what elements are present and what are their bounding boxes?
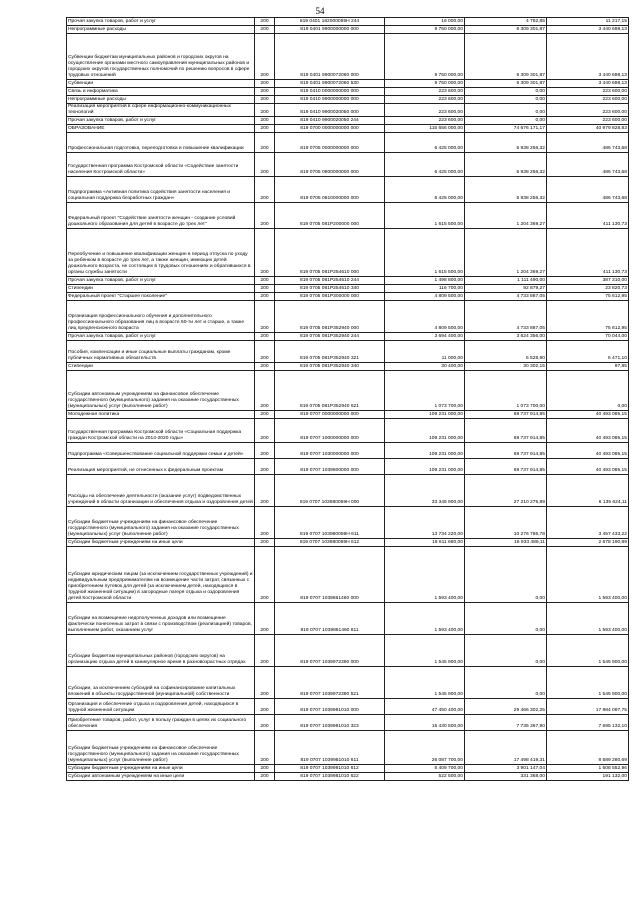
budget-classification-cell: 819 0707 0000000000 000 [275,411,385,419]
unexecuted-amount-cell: 0,00 [547,371,629,411]
table-row [67,117,629,125]
unexecuted-amount-cell: 1 508 552,96 [547,765,629,773]
expense-name-cell: Реализация мероприятий, не отнесенных к федеральным проектам [67,459,255,475]
executed-amount-cell: 1 073 700,00 [465,371,547,411]
executed-amount-cell: 5 938 256,32 [465,153,547,177]
executed-amount-cell: 4 782,85 [465,18,547,26]
unexecuted-amount-cell: 40 493 085,15 [547,419,629,443]
executed-amount-cell: 68 737 914,85 [465,443,547,459]
line-code-cell: 200 [255,88,275,96]
approved-amount-cell: 19 611 680,00 [385,539,465,547]
approved-amount-cell: 109 231 000,00 [385,419,465,443]
approved-amount-cell: 11 000,00 [385,341,465,363]
unexecuted-amount-cell: 387 310,00 [547,277,629,285]
table-row [67,153,629,177]
approved-amount-cell: 30 400,00 [385,363,465,371]
executed-amount-cell: 0,00 [465,667,547,699]
approved-amount-cell: 6 425 000,00 [385,153,465,177]
table-row [67,715,629,731]
line-code-cell: 200 [255,18,275,26]
table-row [67,371,629,411]
line-code-cell: 200 [255,203,275,229]
expense-name-cell: Связь и информатика [67,88,255,96]
line-code-cell: 200 [255,104,275,117]
budget-classification-cell: 819 0705 081P254610 244 [275,277,385,285]
budget-classification-cell: 819 0707 1039981010 000 [275,699,385,715]
budget-classification-cell: 819 0707 1039981010 622 [275,773,385,781]
line-code-cell: 200 [255,715,275,731]
table-row [67,229,629,277]
line-code-cell: 200 [255,34,275,80]
approved-amount-cell: 522 500,00 [385,773,465,781]
budget-classification-cell: 819 0707 103980059Н 612 [275,539,385,547]
expense-name-cell: Государственная программа Костромской области «Социальная поддержка граждан Костромской области на 2014-2020 годы» [67,419,255,443]
expense-name-cell: Субсидии бюджетам муниципальных районов (городских округов) на организацию отдыха детей в каникулярное время в разновозрастных отрядах [67,635,255,667]
unexecuted-amount-cell: 1 593 400,00 [547,603,629,635]
budget-classification-cell: 819 0410 9900000000 000 [275,96,385,104]
unexecuted-amount-cell: 40 493 085,15 [547,411,629,419]
executed-amount-cell: 4 733 887,05 [465,293,547,301]
table-row [67,507,629,539]
approved-amount-cell: 5 409 700,00 [385,765,465,773]
unexecuted-amount-cell: 8 589 280,69 [547,731,629,765]
expense-name-cell: Субсидии бюджетным учреждениям на финансовое обеспечение государственного (муниципального) задания на оказание государственных (муниципальных) услуг (выполнение работ) [67,731,255,765]
executed-amount-cell: 0,00 [465,635,547,667]
budget-classification-cell: 819 0707 1000000000 000 [275,419,385,443]
executed-amount-cell: 74 676 171,17 [465,125,547,133]
line-code-cell: 200 [255,133,275,153]
executed-amount-cell: 4 733 887,05 [465,301,547,333]
unexecuted-amount-cell: 40 493 085,15 [547,459,629,475]
budget-classification-cell: 819 0410 0000000000 000 [275,88,385,96]
budget-classification-cell: 819 0700 0000000000 000 [275,125,385,133]
budget-classification-cell: 819 0707 103980059Н 611 [275,507,385,539]
expense-name-cell: Организация профессионального обучения и дополнительного профессионального образования лиц в возрасте 50-ти лет и старше, а также лиц предпенсионного возраста [67,301,255,333]
executed-amount-cell: 1 204 369,27 [465,229,547,277]
line-code-cell: 200 [255,475,275,507]
budget-classification-cell: 819 0707 1039800000 000 [275,459,385,475]
executed-amount-cell: 10 276 786,78 [465,507,547,539]
unexecuted-amount-cell: 223 600,00 [547,88,629,96]
approved-amount-cell: 223 600,00 [385,88,465,96]
expense-name-cell: Стипендии [67,285,255,293]
budget-classification-cell: 819 0705 081P352940 321 [275,341,385,363]
table-row [67,773,629,781]
approved-amount-cell: 15 430 500,00 [385,715,465,731]
executed-amount-cell: 68 737 914,85 [465,411,547,419]
executed-amount-cell: 6 309 301,87 [465,80,547,88]
line-code-cell: 200 [255,667,275,699]
executed-amount-cell: 3 624 356,00 [465,333,547,341]
table-row [67,333,629,341]
unexecuted-amount-cell: 191 132,00 [547,773,629,781]
line-code-cell: 200 [255,459,275,475]
line-code-cell: 200 [255,96,275,104]
approved-amount-cell: 223 600,00 [385,117,465,125]
budget-classification-cell: 819 0705 081P254610 340 [275,285,385,293]
table-row [67,363,629,371]
expense-name-cell: Субсидии бюджетным учреждениям на иные цели [67,765,255,773]
budget-classification-cell: 819 0707 1039981010 323 [275,715,385,731]
approved-amount-cell: 1 545 900,00 [385,667,465,699]
expense-name-cell: Прочая закупка товаров, работ и услуг [67,117,255,125]
unexecuted-amount-cell: 411 130,73 [547,229,629,277]
executed-amount-cell: 0,00 [465,96,547,104]
unexecuted-amount-cell: 223 600,00 [547,96,629,104]
line-code-cell: 200 [255,301,275,333]
budget-classification-cell: 819 0707 1030000000 000 [275,443,385,459]
budget-classification-cell: 819 0707 103980059Н 000 [275,475,385,507]
line-code-cell: 200 [255,371,275,411]
budget-classification-cell: 819 0705 081P352940 340 [275,363,385,371]
budget-classification-cell: 819 0705 081P352940 621 [275,371,385,411]
table-row [67,277,629,285]
table-row [67,26,629,34]
table-row [67,459,629,475]
executed-amount-cell: 92 879,27 [465,285,547,293]
line-code-cell: 200 [255,443,275,459]
approved-amount-cell: 6 425 000,00 [385,177,465,203]
approved-amount-cell: 13 734 220,00 [385,507,465,539]
line-code-cell: 200 [255,117,275,125]
line-code-cell: 200 [255,153,275,177]
budget-classification-cell: 819 0705 081P200000 000 [275,203,385,229]
line-code-cell: 200 [255,699,275,715]
expense-name-cell: Субсидии юридическим лицам (за исключением государственных учреждений) и индивидуальным предпринимателям на возмещение части затрат, связанных с приобретением путевок для детей (за исключением детей, находящихся в трудной жизненной ситуации) в загородные лагеря отдыха и оздоровления детей Костромской области [67,547,255,603]
executed-amount-cell: 1 111 490,00 [465,277,547,285]
approved-amount-cell: 223 600,00 [385,104,465,117]
unexecuted-amount-cell: 97,85 [547,363,629,371]
approved-amount-cell: 6 425 000,00 [385,133,465,153]
unexecuted-amount-cell: 75 612,95 [547,301,629,333]
expense-name-cell: Подпрограмма «Совершенствование социальной поддержки семьи и детей» [67,443,255,459]
unexecuted-amount-cell: 75 612,95 [547,293,629,301]
unexecuted-amount-cell: 1 593 400,00 [547,547,629,603]
unexecuted-amount-cell: 1 545 900,00 [547,635,629,667]
approved-amount-cell: 109 231 000,00 [385,443,465,459]
line-code-cell: 200 [255,765,275,773]
table-row [67,203,629,229]
approved-amount-cell: 1 073 700,00 [385,371,465,411]
executed-amount-cell: 7 735 367,90 [465,715,547,731]
approved-amount-cell: 116 700,00 [385,285,465,293]
line-code-cell: 200 [255,277,275,285]
expense-name-cell: Непрограммные расходы [67,26,255,34]
table-row [67,603,629,635]
table-row [67,104,629,117]
unexecuted-amount-cell: 411 130,73 [547,203,629,229]
table-row [67,133,629,153]
table-row [67,80,629,88]
expense-name-cell: Субвенции бюджетам муниципальных районов и городских округов на осуществление органами местного самоуправления муниципальных районов и городских округов государственных полномочий по решению вопросов в сфере трудовых отношений [67,34,255,80]
executed-amount-cell: 6 309 301,87 [465,34,547,80]
budget-classification-cell: 819 0707 1039981010 612 [275,765,385,773]
approved-amount-cell: 33 345 900,00 [385,475,465,507]
line-code-cell: 200 [255,507,275,539]
approved-amount-cell: 109 231 000,00 [385,459,465,475]
table-row [67,18,629,26]
executed-amount-cell: 0,00 [465,88,547,96]
approved-amount-cell: 1 545 900,00 [385,635,465,667]
expense-name-cell: Прочая закупка товаров, работ и услуг [67,333,255,341]
table-row [67,635,629,667]
executed-amount-cell: 0,00 [465,603,547,635]
executed-amount-cell: 30 302,15 [465,363,547,371]
unexecuted-amount-cell: 5 471,10 [547,341,629,363]
budget-classification-cell: 819 0707 1039861460 000 [275,547,385,603]
expense-name-cell: Федеральный проект "Старшее поколение" [67,293,255,301]
budget-classification-cell: 819 0410 9900020050 244 [275,117,385,125]
expense-name-cell: Молодежная политика [67,411,255,419]
expense-name-cell: Расходы на обеспечение деятельности (оказание услуг) подведомственных учреждений в области организации и обеспечения отдыха и оздоровления детей [67,475,255,507]
line-code-cell: 200 [255,419,275,443]
budget-classification-cell: 819 0401 9900072060 530 [275,80,385,88]
table-row [67,539,629,547]
approved-amount-cell: 4 809 500,00 [385,301,465,333]
expense-name-cell: Подпрограмма «Активная политика содействия занятости населения и социальная поддержка безработных граждан» [67,177,255,203]
unexecuted-amount-cell: 40 493 085,15 [547,443,629,459]
budget-classification-cell: 819 0705 081P300000 000 [275,293,385,301]
approved-amount-cell: 9 750 000,00 [385,34,465,80]
table-row [67,667,629,699]
line-code-cell: 200 [255,26,275,34]
approved-amount-cell: 1 498 800,00 [385,277,465,285]
expense-name-cell: Реализация мероприятий в сфере информационно-коммуникационных технологий [67,104,255,117]
approved-amount-cell: 4 809 500,00 [385,293,465,301]
table-row [67,34,629,80]
budget-classification-cell: 819 0707 1039972390 000 [275,635,385,667]
expense-name-cell: Приобретение товаров, работ, услуг в пользу граждан в целях их социального обеспечения [67,715,255,731]
expense-name-cell: Субсидии на возмещение недополученных доходов или возмещение фактически понесенных затрат в связи с производством (реализацией) товаров, выполнением работ, оказанием услуг [67,603,255,635]
unexecuted-amount-cell: 223 600,00 [547,117,629,125]
unexecuted-amount-cell: 11 217,15 [547,18,629,26]
unexecuted-amount-cell: 3 457 433,22 [547,507,629,539]
executed-amount-cell: 17 498 419,31 [465,731,547,765]
line-code-cell: 200 [255,80,275,88]
executed-amount-cell: 68 737 914,85 [465,459,547,475]
table-row [67,96,629,104]
unexecuted-amount-cell: 486 743,68 [547,153,629,177]
budget-classification-cell: 819 0705 0810000000 000 [275,177,385,203]
executed-amount-cell: 0,00 [465,547,547,603]
line-code-cell: 200 [255,293,275,301]
expense-name-cell: Субсидии бюджетным учреждениям на иные цели [67,539,255,547]
unexecuted-amount-cell: 7 695 132,10 [547,715,629,731]
line-code-cell: 200 [255,547,275,603]
unexecuted-amount-cell: 70 044,00 [547,333,629,341]
unexecuted-amount-cell: 486 743,68 [547,177,629,203]
approved-amount-cell: 26 087 700,00 [385,731,465,765]
line-code-cell: 200 [255,603,275,635]
table-row [67,177,629,203]
executed-amount-cell: 27 210 275,89 [465,475,547,507]
unexecuted-amount-cell: 6 135 624,11 [547,475,629,507]
unexecuted-amount-cell: 2 678 190,89 [547,539,629,547]
table-row [67,475,629,507]
line-code-cell: 200 [255,411,275,419]
approved-amount-cell: 1 615 500,00 [385,229,465,277]
table-row [67,285,629,293]
unexecuted-amount-cell: 40 979 828,83 [547,125,629,133]
line-code-cell: 200 [255,341,275,363]
line-code-cell: 200 [255,229,275,277]
budget-classification-cell: 819 0707 1039861460 811 [275,603,385,635]
expense-name-cell: Стипендии [67,363,255,371]
approved-amount-cell: 16 000,00 [385,18,465,26]
approved-amount-cell: 9 750 000,00 [385,80,465,88]
expense-name-cell: Субсидии автономным учреждениям на финансовое обеспечение государственного (муниципального) задания на оказание государственных (муниципальных) услуг (выполнение работ) [67,371,255,411]
line-code-cell: 200 [255,731,275,765]
expense-name-cell: Переобучение и повышение квалификации женщин в период отпуска по уходу за ребенком в возрасте до трех лет, а также женщин, имеющих детей дошкольного возраста, не состоящих в трудовых отношениях и обратившихся в органы службы занятости [67,229,255,277]
approved-amount-cell: 115 656 000,00 [385,125,465,133]
executed-amount-cell: 6 309 301,87 [465,26,547,34]
expense-name-cell: ОБРАЗОВАНИЕ [67,125,255,133]
budget-classification-cell: 819 0410 9900020050 000 [275,104,385,117]
table-row [67,125,629,133]
table-row [67,699,629,715]
table-row [67,547,629,603]
executed-amount-cell: 5 938 256,32 [465,133,547,153]
line-code-cell: 200 [255,125,275,133]
expense-name-cell: Профессиональная подготовка, переподготовка и повышение квалификации [67,133,255,153]
expense-name-cell: Федеральный проект "Содействие занятости женщин - создание условий дошкольного образования для детей в возрасте до трех лет" [67,203,255,229]
table-row [67,411,629,419]
approved-amount-cell: 1 593 400,00 [385,547,465,603]
expense-name-cell: Организация и обеспечение отдыха и оздоровления детей, находящихся в трудной жизненной ситуации [67,699,255,715]
budget-classification-cell: 819 0705 081P254610 000 [275,229,385,277]
executed-amount-cell: 29 466 302,25 [465,699,547,715]
approved-amount-cell: 1 593 400,00 [385,603,465,635]
table-row [67,419,629,443]
unexecuted-amount-cell: 3 440 698,13 [547,34,629,80]
approved-amount-cell: 3 694 400,00 [385,333,465,341]
executed-amount-cell: 0,00 [465,117,547,125]
expense-name-cell: Государственная программа Костромской области «Содействие занятости населения Костромской области» [67,153,255,177]
expense-name-cell: Пособия, компенсации и иные социальные выплаты гражданам, кроме публичных нормативных обязательств [67,341,255,363]
executed-amount-cell: 3 901 147,04 [465,765,547,773]
table-row [67,443,629,459]
table-row [67,341,629,363]
expense-name-cell: Субсидии автономным учреждениям на иные цели [67,773,255,781]
unexecuted-amount-cell: 3 440 698,13 [547,80,629,88]
page-number: 54 [315,6,325,16]
line-code-cell: 200 [255,363,275,371]
expense-name-cell: Прочая закупка товаров, работ и услуг [67,277,255,285]
budget-classification-cell: 819 0401 182000059Н 244 [275,18,385,26]
budget-classification-cell: 819 0707 1039972390 521 [275,667,385,699]
budget-classification-cell: 819 0705 0000000000 000 [275,133,385,153]
executed-amount-cell: 1 204 369,27 [465,203,547,229]
budget-classification-cell: 819 0401 9900072060 000 [275,34,385,80]
approved-amount-cell: 1 615 500,00 [385,203,465,229]
expense-name-cell: Субвенции [67,80,255,88]
expense-name-cell: Субсидии бюджетным учреждениям на финансовое обеспечение государственного (муниципального) задания на оказание государственных (муниципальных) услуг (выполнение работ) [67,507,255,539]
table-row [67,765,629,773]
table-row [67,88,629,96]
executed-amount-cell: 5 528,90 [465,341,547,363]
unexecuted-amount-cell: 223 600,00 [547,104,629,117]
line-code-cell: 200 [255,635,275,667]
budget-classification-cell: 819 0401 9900000000 000 [275,26,385,34]
budget-classification-cell: 819 0705 081P352940 000 [275,301,385,333]
budget-execution-table [66,17,629,781]
expense-name-cell: Прочая закупка товаров, работ и услуг [67,18,255,26]
unexecuted-amount-cell: 486 743,68 [547,133,629,153]
line-code-cell: 200 [255,333,275,341]
executed-amount-cell: 0,00 [465,104,547,117]
expense-name-cell: Непрограммные расходы [67,96,255,104]
approved-amount-cell: 47 450 400,00 [385,699,465,715]
unexecuted-amount-cell: 3 440 698,13 [547,26,629,34]
unexecuted-amount-cell: 17 984 097,75 [547,699,629,715]
approved-amount-cell: 9 750 000,00 [385,26,465,34]
expense-name-cell: Субсидии, за исключением субсидий на софинансирование капитальных вложений в объекты государственной (муниципальной) собственности [67,667,255,699]
executed-amount-cell: 5 938 256,32 [465,177,547,203]
executed-amount-cell: 68 737 914,85 [465,419,547,443]
budget-classification-cell: 819 0705 081P352940 244 [275,333,385,341]
executed-amount-cell: 331 368,00 [465,773,547,781]
line-code-cell: 200 [255,773,275,781]
line-code-cell: 200 [255,177,275,203]
table-row [67,731,629,765]
approved-amount-cell: 109 231 000,00 [385,411,465,419]
line-code-cell: 200 [255,539,275,547]
table-row [67,293,629,301]
budget-classification-cell: 819 0707 1039981010 611 [275,731,385,765]
unexecuted-amount-cell: 23 820,73 [547,285,629,293]
approved-amount-cell: 223 600,00 [385,96,465,104]
unexecuted-amount-cell: 1 545 900,00 [547,667,629,699]
line-code-cell: 200 [255,285,275,293]
executed-amount-cell: 16 933 489,11 [465,539,547,547]
budget-classification-cell: 819 0705 0800000000 000 [275,153,385,177]
table-row [67,301,629,333]
